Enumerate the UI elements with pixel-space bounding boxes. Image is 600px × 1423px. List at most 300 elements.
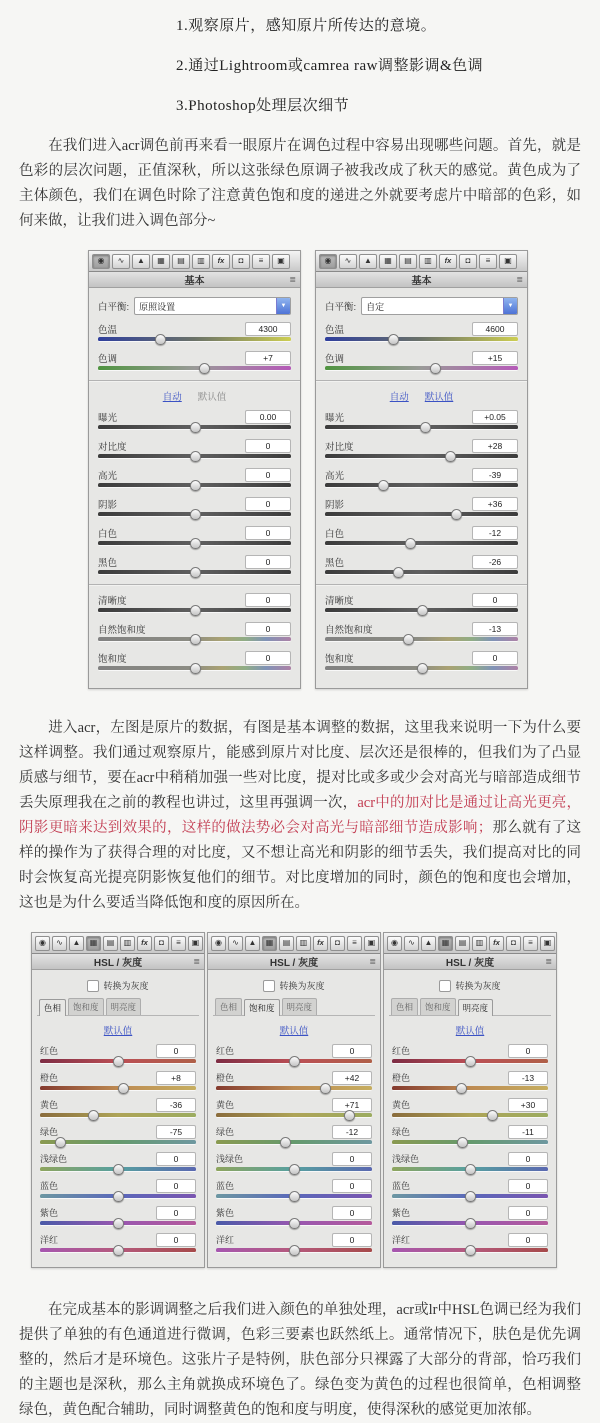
slider-色温-handle[interactable] xyxy=(388,334,399,345)
slider-浅绿色-value[interactable]: 0 xyxy=(508,1152,548,1166)
slider-曝光-label: 曝光 xyxy=(325,412,345,424)
tone-curve-icon[interactable]: ∿ xyxy=(52,936,67,951)
snapshots-icon[interactable]: ▣ xyxy=(188,936,203,951)
tab-饱和度[interactable]: 饱和度 xyxy=(68,998,104,1015)
slider-对比度-handle[interactable] xyxy=(190,451,201,462)
panel-menu-icon[interactable]: ≣ xyxy=(369,957,376,966)
default-link[interactable]: 默认值 xyxy=(424,392,454,403)
hsl-grayscale-icon[interactable]: ▦ xyxy=(152,254,170,269)
lens-corrections-icon[interactable]: ▥ xyxy=(120,936,135,951)
slider-橙色-value[interactable]: +8 xyxy=(156,1071,196,1085)
slider-对比度-value[interactable]: +28 xyxy=(472,439,518,453)
presets-icon[interactable]: ≡ xyxy=(171,936,186,951)
acr-explanation-after: 那么就有了这样的操作为了获得合理的对比度，又不想让高光和阴影的细节丢失，我们提高对比的同时会恢复高光提亮阴影恢复他们的细节。对比度增加的同时，颜色的饱和度也会增加，这也是为什么要适当降低饱和度的原因所在。 xyxy=(19,820,582,911)
slider-洋红-value[interactable]: 0 xyxy=(508,1233,548,1247)
slider-蓝色-value[interactable]: 0 xyxy=(508,1179,548,1193)
tab-色相[interactable]: 色相 xyxy=(39,999,66,1016)
lens-corrections-icon[interactable]: ▥ xyxy=(419,254,437,269)
slider-色温-track[interactable] xyxy=(325,336,518,345)
slider-洋红-handle[interactable] xyxy=(465,1245,476,1256)
slider-色调-handle[interactable] xyxy=(199,363,210,374)
camera-calibration-icon[interactable]: ◘ xyxy=(330,936,345,951)
slider-浅绿色-track[interactable] xyxy=(40,1166,196,1175)
slider-橙色 xyxy=(392,1071,548,1094)
hsl-explanation-paragraph xyxy=(19,1298,581,1423)
slider-洋红-track[interactable] xyxy=(40,1247,196,1256)
default-link[interactable]: 默认值 xyxy=(103,1026,133,1037)
acr-basic-panel-original xyxy=(88,250,301,689)
slider-蓝色-track[interactable] xyxy=(40,1193,196,1202)
slider-阴影-handle[interactable] xyxy=(190,509,201,520)
slider-紫色-handle[interactable] xyxy=(289,1218,300,1229)
tone-curve-icon[interactable]: ∿ xyxy=(339,254,357,269)
slider-浅绿色-handle[interactable] xyxy=(465,1164,476,1175)
slider-黄色-gradient xyxy=(392,1113,548,1118)
slider-橙色-value[interactable]: +42 xyxy=(332,1071,372,1085)
hsl-grayscale-icon[interactable]: ▦ xyxy=(262,936,277,951)
effects-icon[interactable]: fx xyxy=(439,254,457,269)
tab-色相[interactable]: 色相 xyxy=(215,998,242,1015)
slider-对比度-track[interactable] xyxy=(325,453,518,462)
slider-橙色-label: 橙色 xyxy=(392,1073,411,1083)
slider-洋红-handle[interactable] xyxy=(113,1245,124,1256)
slider-红色-handle[interactable] xyxy=(465,1056,476,1067)
slider-紫色-handle[interactable] xyxy=(113,1218,124,1229)
slider-红色-track[interactable] xyxy=(216,1058,372,1067)
tone-curve-icon[interactable]: ∿ xyxy=(404,936,419,951)
slider-色调-value[interactable]: +7 xyxy=(245,351,291,365)
slider-橙色-value[interactable]: -13 xyxy=(508,1071,548,1085)
slider-黑色-value[interactable]: 0 xyxy=(245,555,291,569)
slider-紫色-track[interactable] xyxy=(216,1220,372,1229)
slider-紫色 xyxy=(216,1206,372,1229)
effects-icon[interactable]: fx xyxy=(313,936,328,951)
slider-浅绿色-handle[interactable] xyxy=(113,1164,124,1175)
slider-黑色 xyxy=(98,555,291,578)
slider-曝光-track[interactable] xyxy=(98,424,291,433)
white-balance-value: 原照设置 xyxy=(139,301,176,312)
hsl-grayscale-icon[interactable]: ▦ xyxy=(86,936,101,951)
white-balance-value: 自定 xyxy=(366,301,385,312)
snapshots-icon[interactable]: ▣ xyxy=(272,254,290,269)
white-balance-label: 白平衡: xyxy=(325,302,357,313)
lens-corrections-icon[interactable]: ▥ xyxy=(296,936,311,951)
slider-绿色-handle[interactable] xyxy=(457,1137,468,1148)
hsl-explanation-text: 在完成基本的影调调整之后我们进入颜色的单独处理，acr或lr中HSL色调已经为我们提供了单独的有色通道进行微调，色彩三要素也跃然纸上。通常情况下，肤色是优先调整的，然后才是环境色。这张片子是特例，肤色部分只裸露了大部分的背部，恰巧我们的主题也是深秋，那么主角就换成环境色了。绿色变为黄色的过程也很简单，色相调整绿色，黄色配合辅助，同时调整黄色的饱和度与明度，使得深秋的感觉更加浓郁。 xyxy=(19,1302,581,1418)
auto-link[interactable]: 自动 xyxy=(162,392,182,403)
convert-grayscale-row xyxy=(216,979,372,992)
slider-对比度-label: 对比度 xyxy=(98,441,127,453)
slider-洋红-value[interactable]: 0 xyxy=(332,1233,372,1247)
hsl-panel-title: HSL / 灰度 xyxy=(269,958,319,969)
grayscale-label: 转换为灰度 xyxy=(455,981,501,991)
slider-黄色-track[interactable] xyxy=(392,1112,548,1121)
slider-蓝色 xyxy=(40,1179,196,1202)
slider-红色-track[interactable] xyxy=(392,1058,548,1067)
slider-曝光 xyxy=(325,410,518,433)
slider-色调-track[interactable] xyxy=(98,365,291,374)
slider-色调-track[interactable] xyxy=(325,365,518,374)
slider-浅绿色 xyxy=(40,1152,196,1175)
slider-橙色-track[interactable] xyxy=(392,1085,548,1094)
presets-icon[interactable]: ≡ xyxy=(347,936,362,951)
detail-icon[interactable]: ▲ xyxy=(359,254,377,269)
detail-icon[interactable]: ▲ xyxy=(421,936,436,951)
slider-白色-track[interactable] xyxy=(325,540,518,549)
slider-色调-handle[interactable] xyxy=(430,363,441,374)
slider-红色-value[interactable]: 0 xyxy=(332,1044,372,1058)
slider-对比度-handle[interactable] xyxy=(445,451,456,462)
slider-黑色-value[interactable]: -26 xyxy=(472,555,518,569)
basic-icon[interactable]: ◉ xyxy=(211,936,226,951)
basic-icon[interactable]: ◉ xyxy=(319,254,337,269)
slider-自然饱和度-gradient xyxy=(325,637,518,642)
slider-绿色-label: 绿色 xyxy=(392,1127,411,1137)
auto-default-links xyxy=(325,389,518,403)
slider-曝光-value[interactable]: +0.05 xyxy=(472,410,518,424)
slider-蓝色-track[interactable] xyxy=(216,1193,372,1202)
slider-洋红-track[interactable] xyxy=(392,1247,548,1256)
tab-饱和度[interactable]: 饱和度 xyxy=(420,998,456,1015)
slider-浅绿色-track[interactable] xyxy=(216,1166,372,1175)
slider-紫色-value[interactable]: 0 xyxy=(508,1206,548,1220)
camera-calibration-icon[interactable]: ◘ xyxy=(506,936,521,951)
grayscale-checkbox[interactable] xyxy=(439,980,451,992)
hsl-grayscale-icon[interactable]: ▦ xyxy=(438,936,453,951)
slider-紫色-label: 紫色 xyxy=(392,1208,411,1218)
tab-明亮度[interactable]: 明亮度 xyxy=(458,999,494,1016)
detail-icon[interactable]: ▲ xyxy=(69,936,84,951)
slider-紫色-value[interactable]: 0 xyxy=(332,1206,372,1220)
slider-紫色-handle[interactable] xyxy=(465,1218,476,1229)
detail-icon[interactable]: ▲ xyxy=(245,936,260,951)
slider-高光-track[interactable] xyxy=(325,482,518,491)
snapshots-icon[interactable]: ▣ xyxy=(540,936,555,951)
slider-清晰度-value[interactable]: 0 xyxy=(245,593,291,607)
white-balance-select[interactable] xyxy=(134,297,291,315)
slider-自然饱和度-track[interactable] xyxy=(325,636,518,645)
slider-自然饱和度-value[interactable]: -13 xyxy=(472,622,518,636)
slider-蓝色 xyxy=(392,1179,548,1202)
steps-list xyxy=(0,0,600,115)
slider-黄色 xyxy=(392,1098,548,1121)
slider-白色-value[interactable]: -12 xyxy=(472,526,518,540)
split-toning-icon[interactable]: ▤ xyxy=(399,254,417,269)
panel-menu-icon[interactable]: ≣ xyxy=(516,275,523,284)
slider-高光-handle[interactable] xyxy=(190,480,201,491)
slider-高光-value[interactable]: -39 xyxy=(472,468,518,482)
slider-色温-value[interactable]: 4600 xyxy=(472,322,518,336)
snapshots-icon[interactable]: ▣ xyxy=(364,936,379,951)
slider-白色-value[interactable]: 0 xyxy=(245,526,291,540)
slider-紫色-value[interactable]: 0 xyxy=(156,1206,196,1220)
slider-橙色-label: 橙色 xyxy=(40,1073,59,1083)
slider-高光-value[interactable]: 0 xyxy=(245,468,291,482)
tab-明亮度[interactable]: 明亮度 xyxy=(282,998,318,1015)
slider-自然饱和度-value[interactable]: 0 xyxy=(245,622,291,636)
slider-自然饱和度-handle[interactable] xyxy=(190,634,201,645)
slider-绿色-label: 绿色 xyxy=(40,1127,59,1137)
split-toning-icon[interactable]: ▤ xyxy=(103,936,118,951)
slider-自然饱和度 xyxy=(325,622,518,645)
slider-洋红-label: 洋红 xyxy=(392,1235,411,1245)
panel-toolbar xyxy=(384,933,556,954)
slider-饱和度-value[interactable]: 0 xyxy=(472,651,518,665)
slider-色温-label: 色温 xyxy=(325,324,345,336)
slider-曝光-label: 曝光 xyxy=(98,412,118,424)
slider-高光-label: 高光 xyxy=(325,470,345,482)
slider-橙色-handle[interactable] xyxy=(118,1083,129,1094)
tab-饱和度[interactable]: 饱和度 xyxy=(244,999,280,1016)
slider-白色-label: 白色 xyxy=(98,528,118,540)
slider-浅绿色-value[interactable]: 0 xyxy=(156,1152,196,1166)
slider-紫色-label: 紫色 xyxy=(40,1208,59,1218)
divider xyxy=(316,584,527,586)
slider-橙色-track[interactable] xyxy=(40,1085,196,1094)
slider-洋红-value[interactable]: 0 xyxy=(156,1233,196,1247)
slider-蓝色-value[interactable]: 0 xyxy=(156,1179,196,1193)
slider-阴影-track[interactable] xyxy=(325,511,518,520)
slider-橙色-handle[interactable] xyxy=(456,1083,467,1094)
slider-洋红-track[interactable] xyxy=(216,1247,372,1256)
slider-饱和度-label: 饱和度 xyxy=(325,653,354,665)
slider-绿色-label: 绿色 xyxy=(216,1127,235,1137)
slider-阴影-track[interactable] xyxy=(98,511,291,520)
slider-阴影-value[interactable]: +36 xyxy=(472,497,518,511)
tone-curve-icon[interactable]: ∿ xyxy=(112,254,130,269)
camera-calibration-icon[interactable]: ◘ xyxy=(232,254,250,269)
hsl-panel-saturation xyxy=(207,932,381,1268)
slider-红色-value[interactable]: 0 xyxy=(156,1044,196,1058)
slider-色温-track[interactable] xyxy=(98,336,291,345)
effects-icon[interactable]: fx xyxy=(137,936,152,951)
divider xyxy=(316,380,527,382)
panel-toolbar xyxy=(32,933,204,954)
slider-高光-handle[interactable] xyxy=(378,480,389,491)
slider-黄色-value[interactable]: +30 xyxy=(508,1098,548,1112)
slider-蓝色 xyxy=(216,1179,372,1202)
default-link[interactable]: 默认值 xyxy=(197,392,227,403)
basic-icon[interactable]: ◉ xyxy=(92,254,110,269)
slider-绿色-value[interactable]: -11 xyxy=(508,1125,548,1139)
slider-橙色-handle[interactable] xyxy=(320,1083,331,1094)
slider-阴影-value[interactable]: 0 xyxy=(245,497,291,511)
slider-橙色 xyxy=(40,1071,196,1094)
lens-corrections-icon[interactable]: ▥ xyxy=(472,936,487,951)
slider-浅绿色-handle[interactable] xyxy=(289,1164,300,1175)
slider-红色 xyxy=(40,1044,196,1067)
slider-对比度-value[interactable]: 0 xyxy=(245,439,291,453)
slider-蓝色-handle[interactable] xyxy=(465,1191,476,1202)
effects-icon[interactable]: fx xyxy=(489,936,504,951)
slider-绿色-handle[interactable] xyxy=(55,1137,66,1148)
slider-曝光-handle[interactable] xyxy=(420,422,431,433)
auto-link[interactable]: 自动 xyxy=(389,392,409,403)
slider-饱和度-value[interactable]: 0 xyxy=(245,651,291,665)
slider-自然饱和度-handle[interactable] xyxy=(403,634,414,645)
panel-menu-icon[interactable]: ≣ xyxy=(193,957,200,966)
slider-高光-label: 高光 xyxy=(98,470,118,482)
hsl-grayscale-icon[interactable]: ▦ xyxy=(379,254,397,269)
basic-icon[interactable]: ◉ xyxy=(35,936,50,951)
slider-绿色-handle[interactable] xyxy=(280,1137,291,1148)
acr-basic-panel-adjusted xyxy=(315,250,528,689)
slider-饱和度-handle[interactable] xyxy=(190,663,201,674)
slider-饱和度-track[interactable] xyxy=(325,665,518,674)
slider-橙色 xyxy=(216,1071,372,1094)
white-balance-select[interactable] xyxy=(361,297,518,315)
slider-清晰度-track[interactable] xyxy=(98,607,291,616)
panel-header xyxy=(208,954,380,970)
grayscale-checkbox[interactable] xyxy=(263,980,275,992)
panel-header xyxy=(384,954,556,970)
slider-橙色-track[interactable] xyxy=(216,1085,372,1094)
slider-浅绿色-label: 浅绿色 xyxy=(216,1154,244,1164)
dropdown-arrow-icon[interactable]: ▼ xyxy=(276,298,290,314)
slider-绿色-gradient xyxy=(216,1140,372,1145)
presets-icon[interactable]: ≡ xyxy=(523,936,538,951)
slider-黑色 xyxy=(325,555,518,578)
camera-calibration-icon[interactable]: ◘ xyxy=(154,936,169,951)
slider-色温 xyxy=(98,322,291,345)
slider-蓝色-value[interactable]: 0 xyxy=(332,1179,372,1193)
slider-清晰度-handle[interactable] xyxy=(417,605,428,616)
presets-icon[interactable]: ≡ xyxy=(479,254,497,269)
slider-黑色-gradient xyxy=(325,570,518,575)
slider-黄色-handle[interactable] xyxy=(88,1110,99,1121)
default-link[interactable]: 默认值 xyxy=(279,1026,309,1037)
slider-洋红 xyxy=(216,1233,372,1256)
slider-洋红-label: 洋红 xyxy=(216,1235,235,1245)
convert-grayscale-row xyxy=(40,979,196,992)
slider-曝光-track[interactable] xyxy=(325,424,518,433)
slider-绿色-track[interactable] xyxy=(392,1139,548,1148)
snapshots-icon[interactable]: ▣ xyxy=(499,254,517,269)
grayscale-label: 转换为灰度 xyxy=(279,981,325,991)
slider-黄色-track[interactable] xyxy=(216,1112,372,1121)
panel-menu-icon[interactable]: ≣ xyxy=(545,957,552,966)
lens-corrections-icon[interactable]: ▥ xyxy=(192,254,210,269)
slider-黑色-track[interactable] xyxy=(98,569,291,578)
slider-黑色-handle[interactable] xyxy=(393,567,404,578)
convert-grayscale-row xyxy=(392,979,548,992)
slider-自然饱和度-track[interactable] xyxy=(98,636,291,645)
slider-红色-value[interactable]: 0 xyxy=(508,1044,548,1058)
slider-黄色-label: 黄色 xyxy=(216,1100,235,1110)
slider-饱和度-track[interactable] xyxy=(98,665,291,674)
slider-洋红-handle[interactable] xyxy=(289,1245,300,1256)
slider-紫色-track[interactable] xyxy=(40,1220,196,1229)
slider-蓝色-handle[interactable] xyxy=(113,1191,124,1202)
slider-阴影-handle[interactable] xyxy=(451,509,462,520)
intro-paragraph xyxy=(19,134,581,234)
hsl-panel-title: HSL / 灰度 xyxy=(93,958,143,969)
tab-明亮度[interactable]: 明亮度 xyxy=(106,998,142,1015)
slider-阴影 xyxy=(98,497,291,520)
slider-高光 xyxy=(98,468,291,491)
slider-浅绿色-track[interactable] xyxy=(392,1166,548,1175)
slider-高光-track[interactable] xyxy=(98,482,291,491)
slider-黄色-handle[interactable] xyxy=(344,1110,355,1121)
slider-绿色-track[interactable] xyxy=(216,1139,372,1148)
slider-饱和度 xyxy=(325,651,518,674)
slider-蓝色-handle[interactable] xyxy=(289,1191,300,1202)
slider-绿色-value[interactable]: -75 xyxy=(156,1125,196,1139)
slider-红色-handle[interactable] xyxy=(289,1056,300,1067)
slider-紫色-track[interactable] xyxy=(392,1220,548,1229)
panel-header xyxy=(89,272,300,288)
slider-绿色-value[interactable]: -12 xyxy=(332,1125,372,1139)
tone-curve-icon[interactable]: ∿ xyxy=(228,936,243,951)
slider-清晰度-track[interactable] xyxy=(325,607,518,616)
slider-阴影-label: 阴影 xyxy=(325,499,345,511)
slider-黄色-value[interactable]: +71 xyxy=(332,1098,372,1112)
slider-黄色-value[interactable]: -36 xyxy=(156,1098,196,1112)
basic-icon[interactable]: ◉ xyxy=(387,936,402,951)
slider-红色-handle[interactable] xyxy=(113,1056,124,1067)
slider-黄色-track[interactable] xyxy=(40,1112,196,1121)
slider-蓝色-label: 蓝色 xyxy=(392,1181,411,1191)
slider-色调-value[interactable]: +15 xyxy=(472,351,518,365)
divider xyxy=(89,380,300,382)
slider-色温-handle[interactable] xyxy=(155,334,166,345)
slider-清晰度-value[interactable]: 0 xyxy=(472,593,518,607)
slider-白色-handle[interactable] xyxy=(190,538,201,549)
slider-清晰度-handle[interactable] xyxy=(190,605,201,616)
slider-蓝色-track[interactable] xyxy=(392,1193,548,1202)
split-toning-icon[interactable]: ▤ xyxy=(455,936,470,951)
presets-icon[interactable]: ≡ xyxy=(252,254,270,269)
slider-浅绿色-value[interactable]: 0 xyxy=(332,1152,372,1166)
slider-白色-handle[interactable] xyxy=(405,538,416,549)
slider-浅绿色-label: 浅绿色 xyxy=(40,1154,68,1164)
slider-蓝色-label: 蓝色 xyxy=(40,1181,59,1191)
slider-黄色-handle[interactable] xyxy=(487,1110,498,1121)
slider-紫色-label: 紫色 xyxy=(216,1208,235,1218)
panel-toolbar xyxy=(316,251,527,272)
hsl-tabs xyxy=(213,998,375,1016)
slider-黑色-handle[interactable] xyxy=(190,567,201,578)
slider-绿色-track[interactable] xyxy=(40,1139,196,1148)
slider-曝光-handle[interactable] xyxy=(190,422,201,433)
panel-menu-icon[interactable]: ≣ xyxy=(289,275,296,284)
slider-红色-track[interactable] xyxy=(40,1058,196,1067)
hsl-tabs xyxy=(37,998,199,1016)
grayscale-checkbox[interactable] xyxy=(87,980,99,992)
slider-对比度 xyxy=(98,439,291,462)
slider-自然饱和度-label: 自然饱和度 xyxy=(325,624,373,636)
slider-饱和度-handle[interactable] xyxy=(417,663,428,674)
slider-清晰度 xyxy=(98,593,291,616)
effects-icon[interactable]: fx xyxy=(212,254,230,269)
slider-黑色-track[interactable] xyxy=(325,569,518,578)
default-link[interactable]: 默认值 xyxy=(455,1026,485,1037)
slider-曝光-value[interactable]: 0.00 xyxy=(245,410,291,424)
slider-色调 xyxy=(98,351,291,374)
slider-绿色 xyxy=(216,1125,372,1148)
tab-色相[interactable]: 色相 xyxy=(391,998,418,1015)
detail-icon[interactable]: ▲ xyxy=(132,254,150,269)
split-toning-icon[interactable]: ▤ xyxy=(279,936,294,951)
slider-色温-value[interactable]: 4300 xyxy=(245,322,291,336)
slider-洋红 xyxy=(392,1233,548,1256)
slider-白色-track[interactable] xyxy=(98,540,291,549)
split-toning-icon[interactable]: ▤ xyxy=(172,254,190,269)
slider-黄色 xyxy=(216,1098,372,1121)
slider-对比度-track[interactable] xyxy=(98,453,291,462)
dropdown-arrow-icon[interactable]: ▼ xyxy=(503,298,517,314)
camera-calibration-icon[interactable]: ◘ xyxy=(459,254,477,269)
